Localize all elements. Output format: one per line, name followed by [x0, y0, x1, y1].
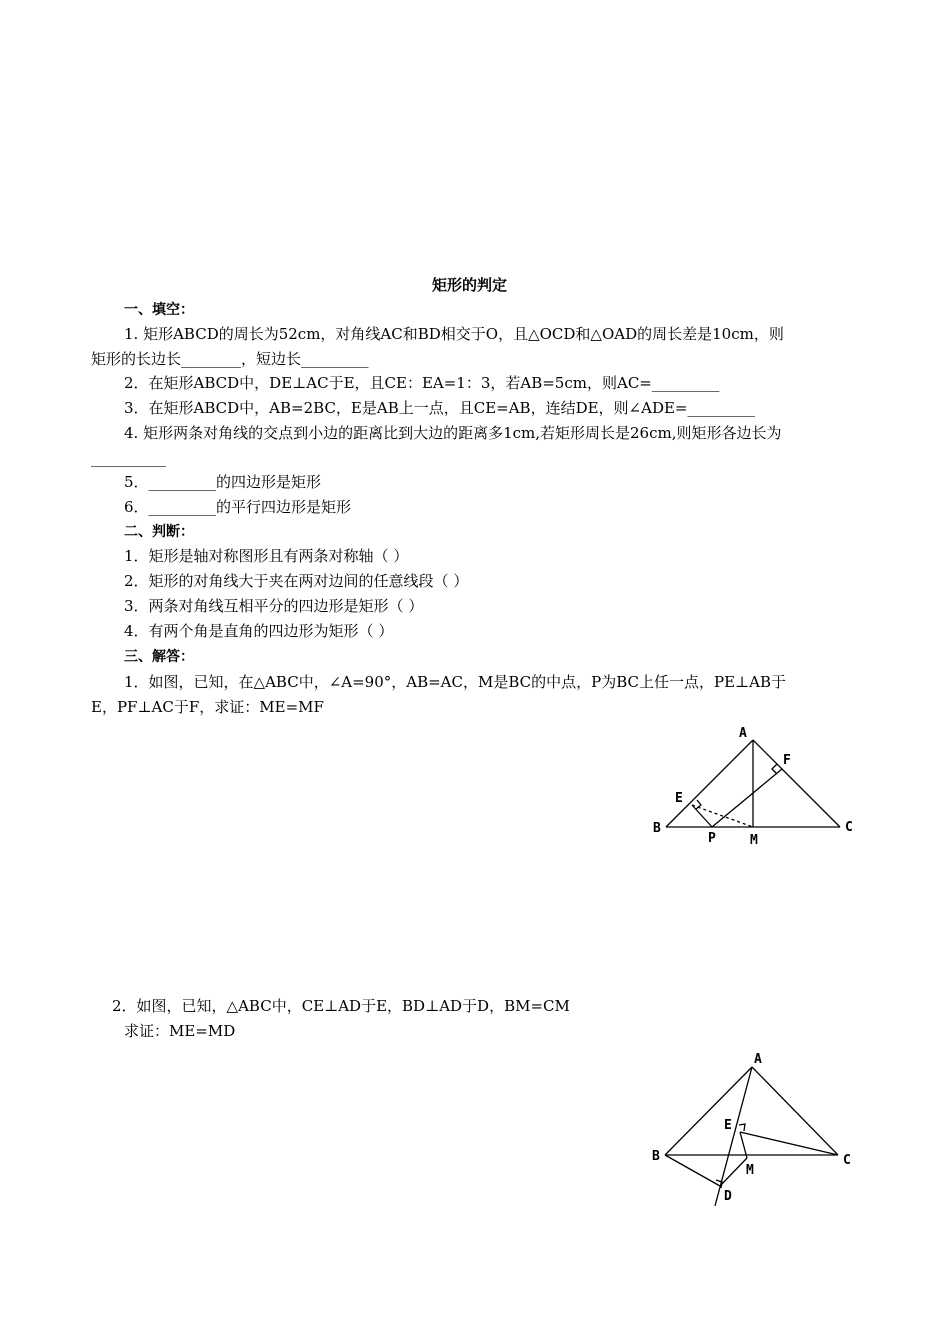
fig2-line-bd [665, 1155, 720, 1186]
fig1-label-f: F [783, 753, 791, 768]
fill-q6: 6．_________的平行四边形是矩形 [124, 498, 352, 516]
fill-q4-line2: __________ [91, 449, 166, 467]
fill-q3: 3．在矩形ABCD中，AB=2BC，E是AB上一点，且CE=AB，连结DE，则∠ADE=_________ [124, 399, 756, 417]
solve-p2-line1: 2．如图，已知，△ABC中，CE⊥AD于E，BD⊥AD于D，BM=CM [112, 997, 570, 1015]
fig2-label-a: A [754, 1052, 762, 1067]
fig2-line-ab [665, 1067, 752, 1155]
judge-q2: 2．矩形的对角线大于夹在两对边间的任意线段（ ） [124, 572, 469, 590]
fig1-label-a: A [739, 726, 747, 741]
section-solve-heading: 三、解答： [124, 649, 194, 665]
judge-q3: 3．两条对角线互相平分的四边形是矩形（ ） [124, 597, 424, 615]
fig1-label-c: C [845, 820, 853, 835]
fill-q1-line2: 矩形的长边长________，短边长_________ [91, 350, 369, 368]
fill-q5: 5．_________的四边形是矩形 [124, 473, 322, 491]
fig2-label-b: B [652, 1149, 660, 1164]
fig1-label-b: B [653, 821, 661, 836]
fig2-line-em [740, 1132, 747, 1158]
fig2-label-m: M [746, 1163, 754, 1178]
fill-q2: 2．在矩形ABCD中，DE⊥AC于E，且CE：EA=1：3，若AB=5cm，则AC=_________ [124, 374, 720, 392]
judge-q1: 1．矩形是轴对称图形且有两条对称轴（ ） [124, 547, 409, 565]
fill-q4-line1: 4. 矩形两条对角线的交点到小边的距离比到大边的距离多1cm,若矩形周长是26cm,则矩形各边长为 [124, 424, 782, 442]
solve-p1-line2: E，PF⊥AC于F，求证：ME=MF [91, 698, 324, 716]
fig2-label-c: C [843, 1153, 851, 1168]
solve-p1-line1: 1．如图，已知，在△ABC中，∠A=90°，AB=AC，M是BC的中点，P为BC上任一点，PE⊥AB于 [124, 673, 786, 691]
fig2-line-ac [752, 1067, 838, 1155]
page-title: 矩形的判定 [432, 276, 508, 294]
judge-q4: 4．有两个角是直角的四边形为矩形（ ） [124, 622, 394, 640]
fig1-label-e: E [675, 791, 683, 806]
fig1-label-m: M [750, 833, 758, 848]
fig2-right-angle-e [739, 1124, 745, 1131]
fig2-line-ce [740, 1132, 838, 1155]
fig2-label-e: E [724, 1118, 732, 1133]
fill-q1-line1: 1. 矩形ABCD的周长为52cm，对角线AC和BD相交于O，且△OCD和△OAD的周长差是10cm，则 [124, 325, 784, 343]
solve-p2-line2: 求证：ME=MD [124, 1022, 236, 1040]
fig1-label-p: P [708, 831, 716, 846]
section-judge-heading: 二、判断： [124, 524, 194, 540]
fig2-label-d: D [724, 1189, 732, 1204]
section-fill-heading: 一、填空： [124, 302, 194, 318]
